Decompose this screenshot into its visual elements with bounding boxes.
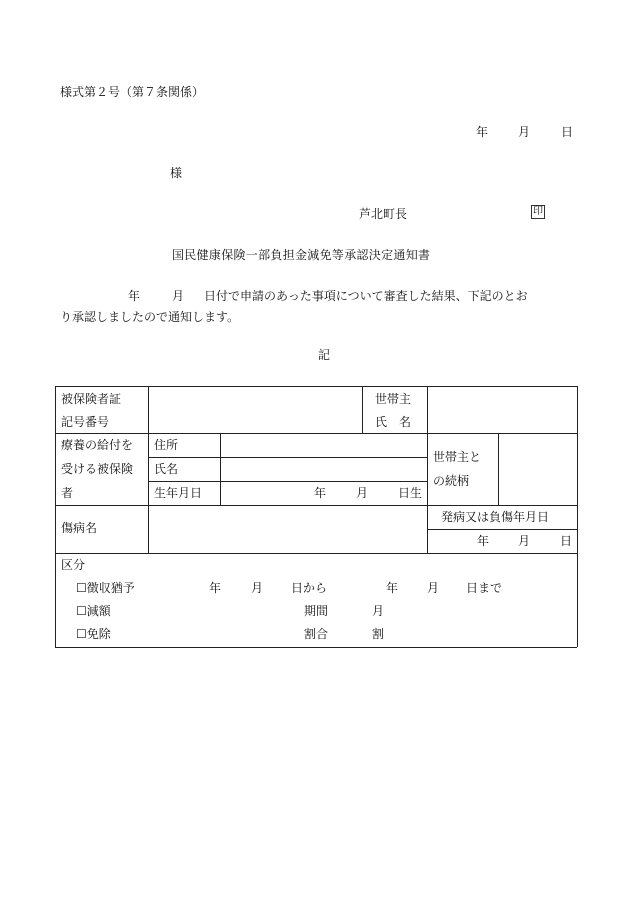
table-border-right (577, 386, 578, 647)
birth-day-label: 日生 (398, 486, 423, 500)
duration-label: 期間 (304, 604, 329, 618)
option-deferral[interactable]: ☐徴収猶予 (76, 581, 135, 595)
issuer-name: 芦北町長 (359, 207, 408, 221)
period-to-day: 日まで (466, 581, 503, 595)
period-from-year: 年 (209, 581, 222, 595)
document-title: 国民健康保険一部負担金減免等承認決定通知書 (172, 248, 431, 262)
period-from-day: 日から (291, 581, 328, 595)
table-line (55, 553, 577, 554)
table-line (427, 386, 428, 553)
name-label: 氏名 (154, 462, 179, 476)
birth-month-label: 月 (356, 486, 369, 500)
birthdate-label: 生年月日 (154, 486, 203, 500)
option-reduction[interactable]: ☐減額 (76, 604, 111, 618)
table-line (55, 505, 577, 506)
period-to-year: 年 (386, 581, 399, 595)
relation-label-1: 世帯主と (433, 450, 482, 464)
insurance-cert-label-1: 被保険者証 (61, 392, 122, 406)
recipient-label-2: 受ける被保険 (61, 462, 134, 476)
period-to-month: 月 (427, 581, 440, 595)
date-day-label: 日 (561, 125, 574, 139)
table-line (148, 386, 149, 553)
illness-name-label: 傷病名 (61, 521, 98, 535)
category-label: 区分 (61, 558, 86, 572)
recipient-label-3: 者 (61, 486, 74, 500)
option-exemption[interactable]: ☐免除 (76, 627, 111, 641)
table-line (362, 386, 363, 433)
body-line-2: り承認しましたので通知します。 (60, 310, 240, 324)
date-year-label: 年 (476, 125, 489, 139)
body-text-rest: 日付で申請のあった事項について審査した結果、下記のとお (204, 289, 528, 303)
recipient-suffix: 様 (170, 166, 183, 180)
ratio-unit: 割 (372, 627, 385, 641)
table-line (148, 457, 427, 458)
form-number: 様式第２号（第７条関係） (60, 85, 205, 99)
seal-mark: 印 (533, 206, 543, 217)
table-line (427, 529, 577, 530)
table-line (220, 433, 221, 505)
relation-label-2: の続柄 (433, 474, 470, 488)
insurance-cert-label-2: 記号番号 (61, 415, 110, 429)
table-line (498, 433, 499, 505)
ratio-label: 割合 (304, 627, 329, 641)
birth-year-label: 年 (314, 486, 327, 500)
table-line (148, 481, 427, 482)
body-line-1 (60, 287, 528, 305)
date-month-label: 月 (518, 125, 531, 139)
ki-heading: 記 (318, 348, 331, 362)
recipient-label-1: 療養の給付を (61, 438, 134, 452)
duration-unit: 月 (372, 604, 385, 618)
onset-year-label: 年 (477, 534, 490, 548)
period-from-month: 月 (251, 581, 264, 595)
onset-month-label: 月 (518, 534, 531, 548)
table-border-top (55, 386, 577, 387)
onset-day-label: 日 (560, 534, 573, 548)
onset-date-label: 発病又は負傷年月日 (441, 510, 550, 524)
household-head-label-2: 氏 名 (375, 415, 412, 429)
table-border-bottom (55, 647, 577, 648)
address-label: 住所 (154, 438, 179, 452)
table-border-left (55, 386, 56, 647)
body-month: 月 (172, 289, 185, 303)
household-head-label-1: 世帯主 (375, 392, 412, 406)
body-year: 年 (128, 289, 141, 303)
